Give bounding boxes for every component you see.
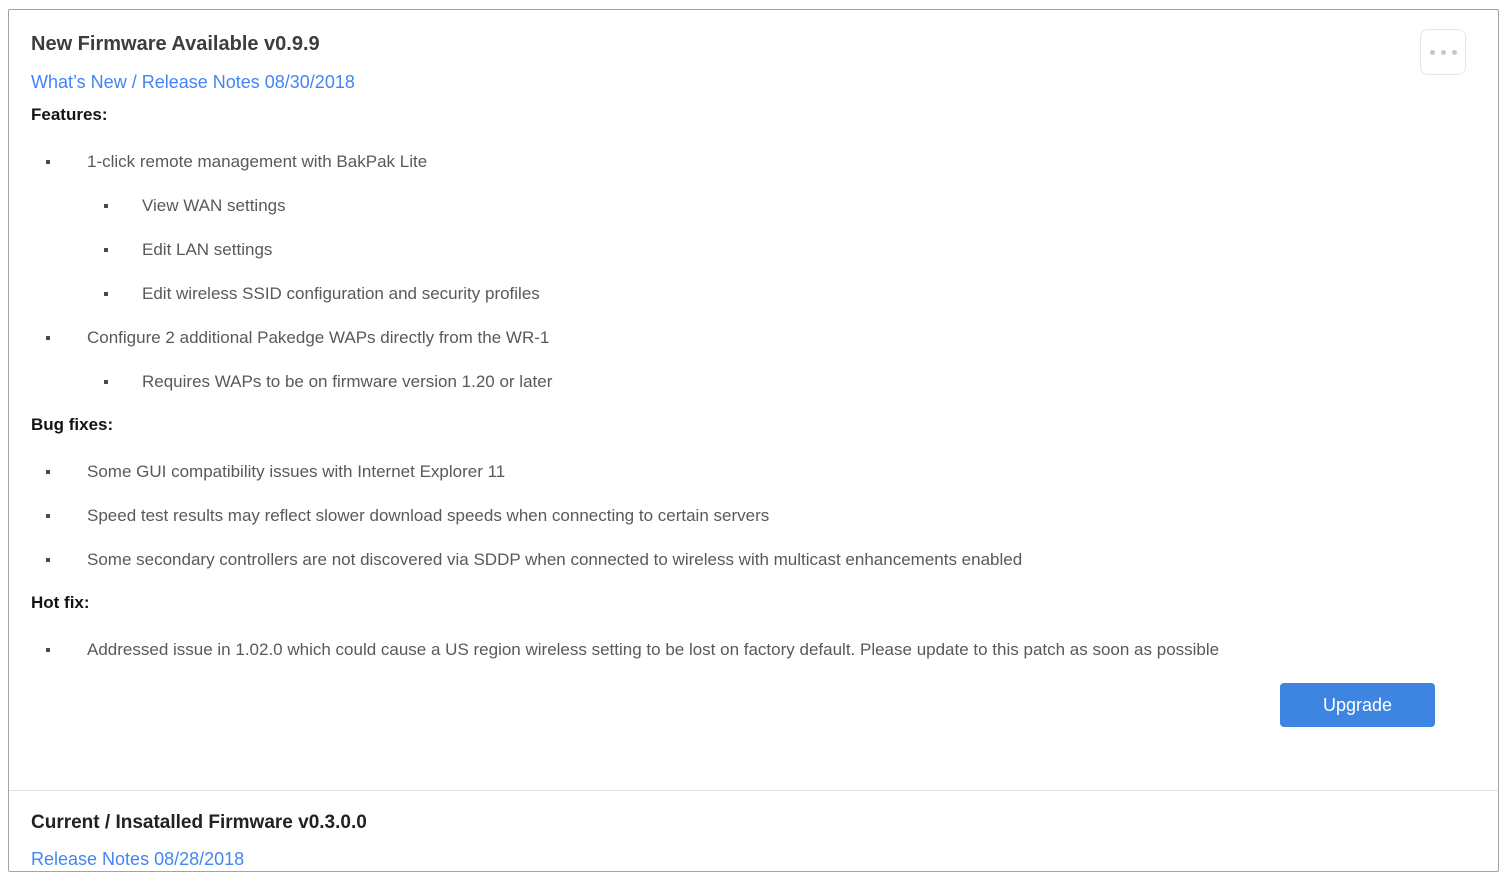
bullet-icon (46, 648, 50, 652)
list-item-text: 1-click remote management with BakPak Lite (87, 152, 428, 171)
list-item-text: Some secondary controllers are not discovered via SDDP when connected to wireless with multicast enhancements enabled (87, 550, 1023, 569)
hot-fix-list (31, 639, 1468, 661)
list-item-text: Configure 2 additional Pakedge WAPs directly from the WR-1 (87, 328, 550, 347)
list-item-text: Addressed issue in 1.02.0 which could cause a US region wireless setting to be lost on factory default. Please update to this patch as soon as possible (87, 640, 1220, 659)
list-item (31, 549, 1468, 571)
list-item (31, 283, 1468, 305)
hot-fix-heading: Hot fix: (31, 593, 90, 612)
list-item (31, 461, 1468, 483)
list-item (31, 505, 1468, 527)
list-item (31, 239, 1468, 261)
features-list (31, 151, 1468, 393)
upgrade-button[interactable]: Upgrade (1280, 683, 1435, 727)
current-firmware-section (9, 791, 1498, 878)
list-item (31, 371, 1468, 393)
bug-fixes-heading: Bug fixes: (31, 415, 114, 434)
bullet-icon (46, 336, 50, 340)
bullet-icon (104, 248, 108, 252)
list-item-text: View WAN settings (142, 196, 286, 215)
current-release-notes-link[interactable]: Release Notes 08/28/2018 (31, 849, 245, 869)
list-item-text: Some GUI compatibility issues with Internet Explorer 11 (87, 462, 506, 481)
list-item-text: Speed test results may reflect slower download speeds when connecting to certain servers (87, 506, 770, 525)
bullet-icon (104, 204, 108, 208)
bullet-icon (46, 160, 50, 164)
bullet-icon (104, 380, 108, 384)
list-item (31, 327, 1468, 349)
list-item-text: Requires WAPs to be on firmware version 1.20 or later (142, 372, 553, 391)
bug-fixes-list (31, 461, 1468, 571)
list-item (31, 639, 1468, 661)
features-heading: Features: (31, 105, 108, 124)
upgrade-button-row (31, 683, 1468, 727)
bullet-icon (104, 292, 108, 296)
bullet-icon (46, 558, 50, 562)
list-item (31, 195, 1468, 217)
list-item-text: Edit LAN settings (142, 240, 273, 259)
bullet-icon (46, 470, 50, 474)
bullet-icon (46, 514, 50, 518)
whats-new-release-notes-link[interactable]: What’s New / Release Notes 08/30/2018 (31, 72, 355, 92)
firmware-card (8, 9, 1499, 872)
current-firmware-title: Current / Insatalled Firmware v0.3.0.0 (31, 812, 367, 833)
list-item-text: Edit wireless SSID configuration and security profiles (142, 284, 540, 303)
new-firmware-title: New Firmware Available v0.9.9 (31, 33, 320, 55)
new-firmware-section (9, 10, 1498, 727)
list-item (31, 151, 1468, 173)
